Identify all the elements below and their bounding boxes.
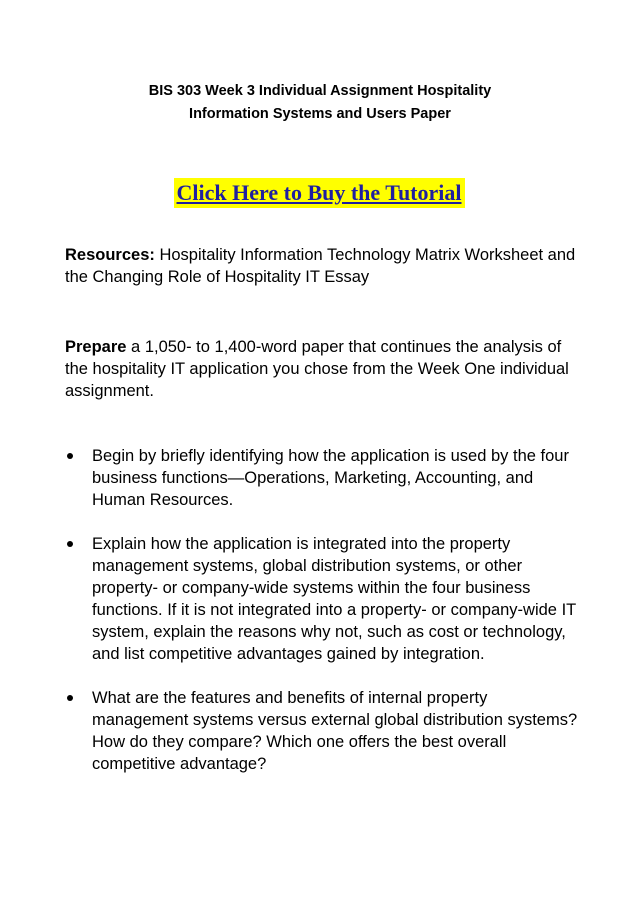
- resources-label: Resources:: [65, 246, 155, 264]
- bullet-icon: [67, 695, 73, 701]
- list-item: [65, 687, 580, 775]
- bullet-icon: [67, 453, 73, 459]
- instructions-list: [65, 445, 580, 797]
- list-item-text: Begin by briefly identifying how the application is used by the four business functions—Operations, Marketing, Accounting, and Human Resources.: [92, 447, 569, 509]
- resources-paragraph: [65, 244, 577, 288]
- list-item: [65, 445, 580, 511]
- list-item-text: Explain how the application is integrated into the property management systems, global distribution systems, or other property- or company-wide systems within the four business functions. If it is not integrated into a property- or company-wide IT system, explain the reasons why not, such as cost or technology, and list competitive advantages gained by integration.: [92, 535, 576, 663]
- resources-text: Hospitality Information Technology Matrix Worksheet and the Changing Role of Hospitality IT Essay: [65, 246, 576, 286]
- list-item-text: What are the features and benefits of internal property management systems versus external global distribution systems? How do they compare? Which one offers the best overall competitive advantage?: [92, 689, 578, 773]
- title-line-1: BIS 303 Week 3 Individual Assignment Hospitality: [148, 83, 492, 99]
- bullet-icon: [67, 541, 73, 547]
- prepare-paragraph: [65, 336, 577, 402]
- list-item: [65, 533, 580, 665]
- prepare-text: a 1,050- to 1,400-word paper that continues the analysis of the hospitality IT application you chose from the Week One individual assignment.: [65, 338, 569, 400]
- prepare-label: Prepare: [65, 338, 127, 356]
- cta-container: [0, 178, 638, 208]
- buy-tutorial-link[interactable]: Click Here to Buy the Tutorial: [174, 178, 465, 208]
- title-line-2: Information Systems and Users Paper: [189, 106, 451, 122]
- document-title: [80, 80, 560, 126]
